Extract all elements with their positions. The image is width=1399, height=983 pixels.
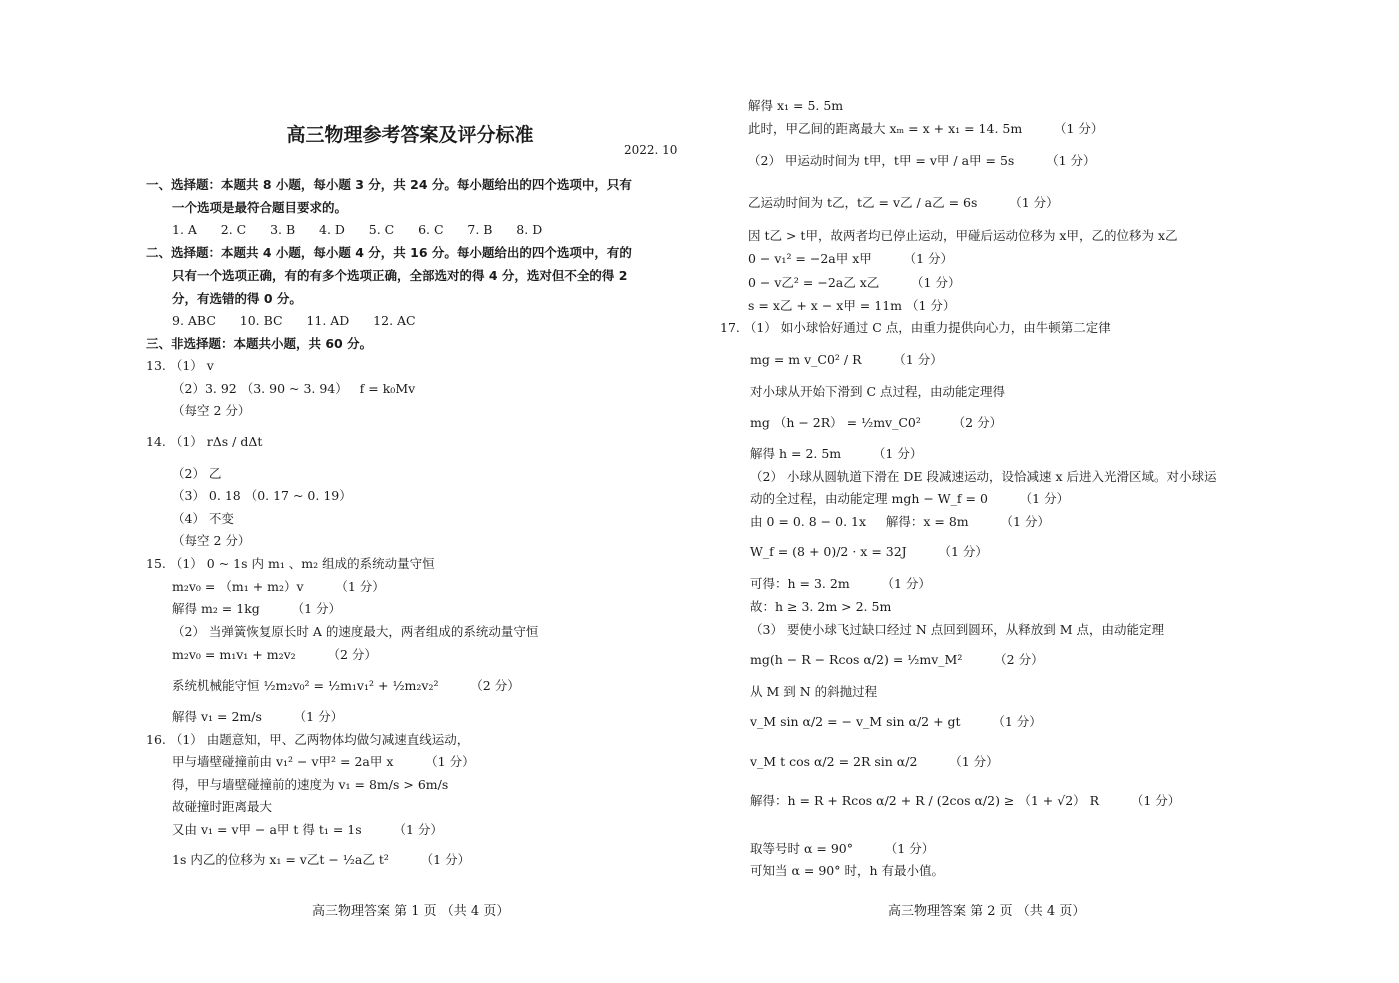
q16-1: 16. （1） 由题意知，甲、乙两物体均做匀减速直线运动， [146,732,470,747]
q16-note: 故碰撞时距离最大 [172,799,273,814]
date: 2022. 10 [624,143,678,157]
q17-2-res1: 可得：h = 3. 2m （1 分） [750,576,931,591]
section-2-heading-cont: 只有一个选项正确，有的有多个选项正确，全部选对的得 4 分，选对但不全的得 2 [172,268,628,283]
section-2-heading: 二、选择题：本题共 4 小题，每小题 4 分，共 16 分。每小题给出的四个选项中，有的 [146,245,632,260]
q14-3: （3） 0. 18 （0. 17 ~ 0. 19） [172,488,352,503]
q17-1-text: 对小球从开始下滑到 C 点过程，由动能定理得 [750,384,1006,399]
q17-2: （2） 小球从圆轨道下滑在 DE 段减速运动，设恰减速 x 后进入光滑区域。对小球运 [750,469,1217,484]
q17-2-eq1: 由 0 = 0. 8 − 0. 1x 解得：x = 8m （1 分） [750,514,1050,529]
q13-2: （2）3. 92 （3. 90 ~ 3. 94） f = k₀Mv [172,381,416,396]
q14-note: （每空 2 分） [172,533,251,548]
q15-res2: 解得 v₁ = 2m/s （1 分） [172,709,344,724]
q17-3: （3） 要使小球飞过缺口经过 N 点回到圆环，从释放到 M 点，由动能定理 [750,622,1165,637]
q17-2-res2: 故：h ≥ 3. 2m > 2. 5m [750,599,892,614]
q17-1-eq2: mg （h − 2R） = ½mv_C0² （2 分） [750,415,1003,430]
q15-eq2: m₂v₀ = m₁v₁ + m₂v₂ （2 分） [172,647,377,662]
q17-1-eq1: mg = m v_C0² / R （1 分） [750,352,943,367]
section-2-heading-cont2: 分，有选错的得 0 分。 [172,291,302,306]
q16-res1: 得，甲与墙壁碰撞前的速度为 v₁ = 8m/s > 6m/s [172,777,449,792]
q17-3-conclusion: 可知当 α = 90° 时，h 有最小值。 [750,863,944,878]
q16-2-eq2: 0 − v乙² = −2a乙 x乙 （1 分） [748,275,961,290]
q17-3-eq3: v_M t cos α/2 = 2R sin α/2 （1 分） [750,754,999,769]
q16-eq3: 1s 内乙的位移为 x₁ = v乙t − ½a乙 t² （1 分） [172,852,471,867]
answer-page-2 [700,0,1399,983]
q15-1: 15. （1） 0 ~ 1s 内 m₁ 、m₂ 组成的系统动量守恒 [146,556,435,571]
page-footer-2: 高三物理答案 第 2 页 （共 4 页） [888,904,1086,919]
page-title: 高三物理参考答案及评分标准 [286,124,534,146]
q17-1: 17. （1） 如小球恰好通过 C 点，由重力提供向心力，由牛顿第二定律 [720,320,1111,335]
q16-2-eq1: 0 − v₁² = −2a甲 x甲 （1 分） [748,251,953,266]
q15-res1: 解得 m₂ = 1kg （1 分） [172,601,342,616]
q17-2-cont: 动的全过程，由动能定理 mgh − W_f = 0 （1 分） [750,491,1070,506]
section-1-heading: 一、选择题：本题共 8 小题，每小题 3 分，共 24 分。每小题给出的四个选项中，只有 [146,177,632,192]
q17-1-res: 解得 h = 2. 5m （1 分） [750,446,923,461]
page-footer-1: 高三物理答案 第 1 页 （共 4 页） [312,904,510,919]
q16-2-time-jia: （2） 甲运动时间为 t甲，t甲 = v甲 / a甲 = 5s （1 分） [748,153,1096,168]
section-3-heading: 三、非选择题：本题共小题，共 60 分。 [146,336,373,351]
section-1-heading-cont: 一个选项是最符合题目要求的。 [172,200,348,215]
q15-eq3: 系统机械能守恒 ½m₂v₀² = ½m₁v₁² + ½m₂v₂² （2 分） [172,678,520,693]
q16-max-distance: 此时，甲乙间的距离最大 xₘ = x + x₁ = 14. 5m （1 分） [748,121,1104,136]
q14-1: 14. （1） rΔs / dΔt [146,434,263,449]
q17-2-eq2: W_f = (8 + 0)/2 · x = 32J （1 分） [750,544,988,559]
section-2-answers: 9. ABC 10. BC 11. AD 12. AC [172,313,416,328]
q16-2-eq3: s = x乙 + x − x甲 = 11m （1 分） [748,298,956,313]
q16-res2: 解得 x₁ = 5. 5m [748,98,844,113]
q16-eq2: 又由 v₁ = v甲 − a甲 t 得 t₁ = 1s （1 分） [172,822,443,837]
q17-3-equality: 取等号时 α = 90° （1 分） [750,841,935,856]
q17-3-eq1: mg(h − R − Rcos α/2) = ½mv_M² （2 分） [750,652,1044,667]
q16-2-reason: 因 t乙 > t甲，故两者均已停止运动，甲碰后运动位移为 x甲，乙的位移为 x乙 [748,228,1178,243]
section-1-answers: 1. A 2. C 3. B 4. D 5. C 6. C 7. B 8. D [172,222,543,237]
q17-3-res: 解得：h = R + Rcos α/2 + R / (2cos α/2) ≥ （1 + √2） R （1 分） [750,793,1181,808]
q15-2: （2） 当弹簧恢复原长时 A 的速度最大，两者组成的系统动量守恒 [172,624,539,639]
q13-note: （每空 2 分） [172,403,251,418]
q16-2-time-yi: 乙运动时间为 t乙，t乙 = v乙 / a乙 = 6s （1 分） [748,195,1059,210]
q17-3-eq2: v_M sin α/2 = − v_M sin α/2 + gt （1 分） [750,714,1042,729]
q13-1: 13. （1） v [146,358,214,373]
q14-2: （2） 乙 [172,466,222,481]
q14-4: （4） 不变 [172,511,234,526]
q16-eq1: 甲与墙壁碰撞前由 v₁² − v甲² = 2a甲 x （1 分） [172,754,475,769]
q15-eq1: m₂v₀ = （m₁ + m₂）v （1 分） [172,579,385,594]
q17-3-text: 从 M 到 N 的斜抛过程 [750,684,878,699]
